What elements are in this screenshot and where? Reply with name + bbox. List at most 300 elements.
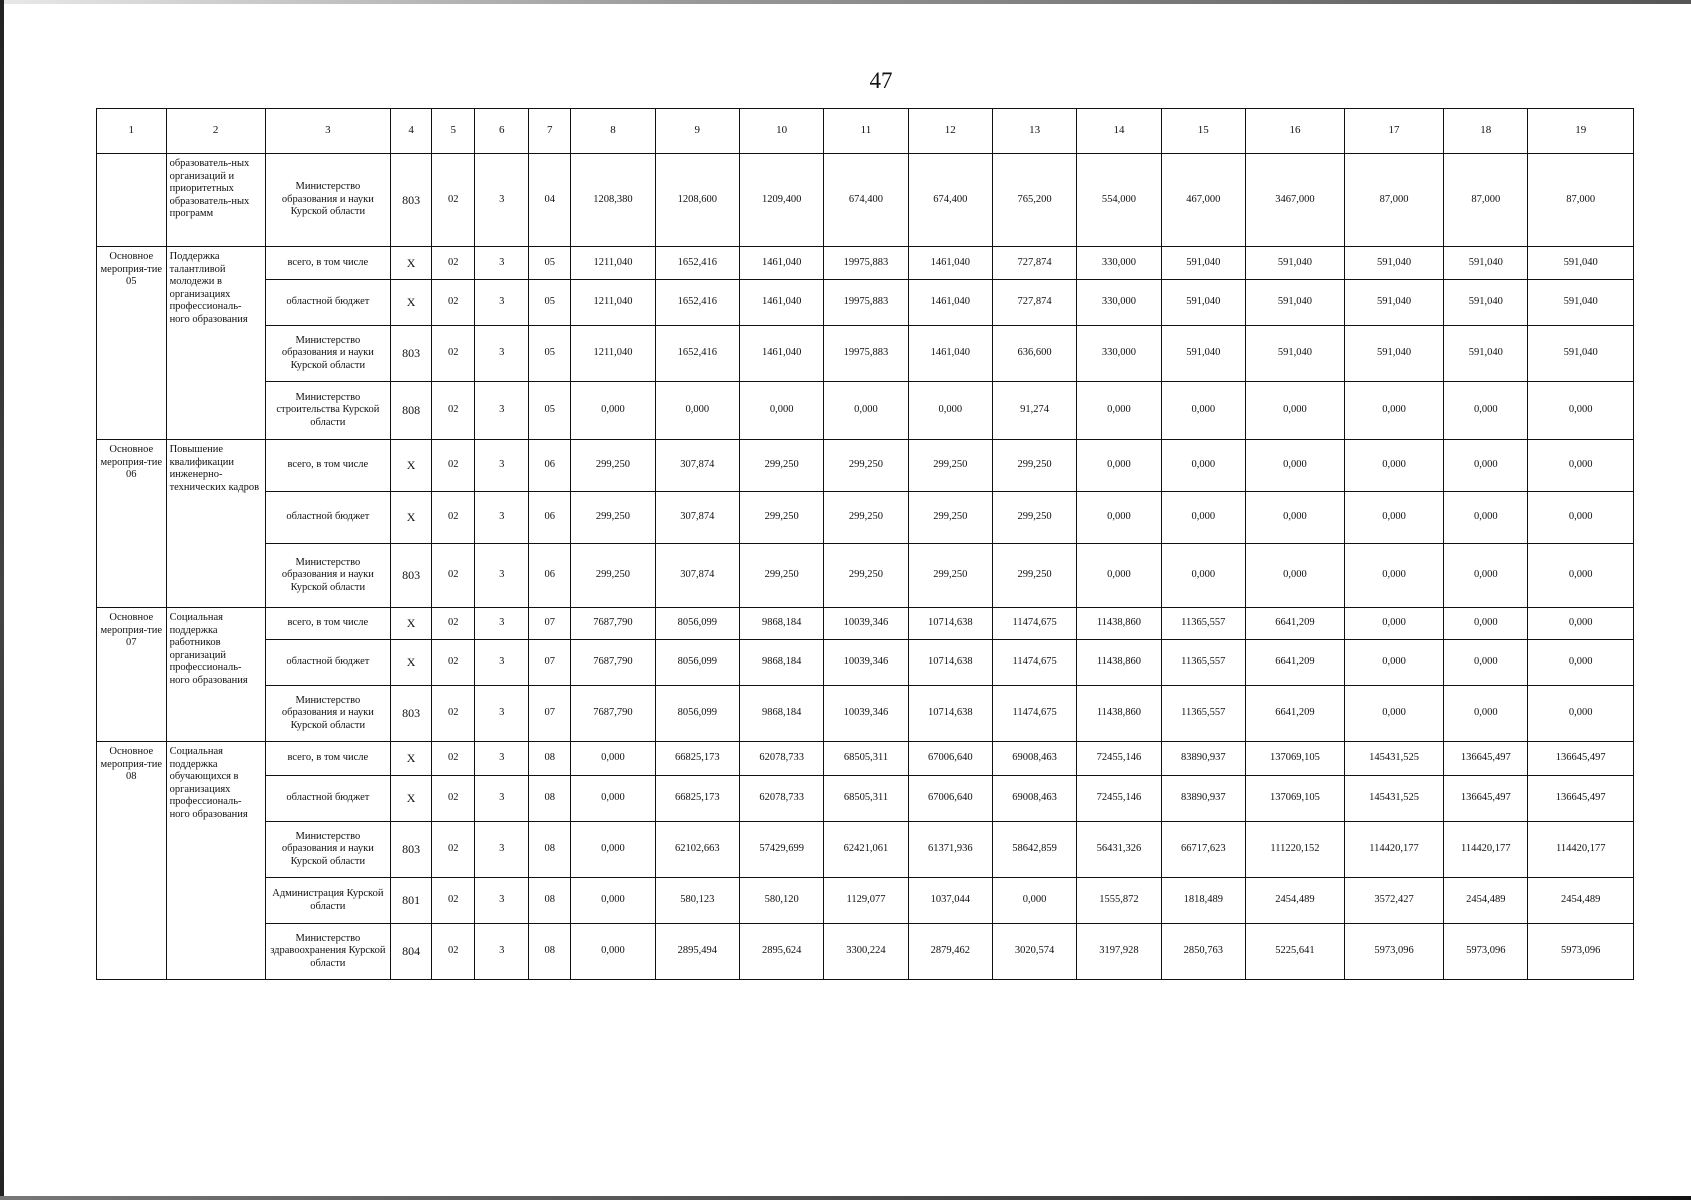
amount-cell: 8056,099: [655, 608, 739, 640]
amount-cell: 66825,173: [655, 742, 739, 776]
amount-cell: 591,040: [1528, 247, 1634, 280]
amount-cell: 111220,152: [1245, 822, 1344, 878]
funding-source: Министерство образования и науки Курской области: [265, 822, 390, 878]
table-row: [97, 280, 1634, 326]
scan-edge-bottom: [0, 1196, 1691, 1200]
table-row: [97, 640, 1634, 686]
event-description: образователь-ных организаций и приоритетных образователь-ных программ: [166, 154, 265, 247]
amount-cell: 1129,077: [824, 878, 908, 924]
code-grbs: 803: [391, 686, 432, 742]
event-title: [97, 154, 167, 247]
amount-cell: 91,274: [992, 382, 1076, 440]
amount-cell: 69008,463: [992, 776, 1076, 822]
amount-cell: 5973,096: [1345, 924, 1444, 980]
amount-cell: 591,040: [1161, 280, 1245, 326]
code-subsection: 3: [475, 878, 529, 924]
amount-cell: 3197,928: [1077, 924, 1161, 980]
amount-cell: 299,250: [908, 544, 992, 608]
amount-cell: 58642,859: [992, 822, 1076, 878]
amount-cell: 3020,574: [992, 924, 1076, 980]
code-subsection: 3: [475, 686, 529, 742]
code-section: 02: [432, 544, 475, 608]
amount-cell: 330,000: [1077, 280, 1161, 326]
funding-source: Министерство здравоохранения Курской области: [265, 924, 390, 980]
code-section: 02: [432, 154, 475, 247]
amount-cell: 2850,763: [1161, 924, 1245, 980]
amount-cell: 0,000: [1528, 544, 1634, 608]
code-section: 02: [432, 280, 475, 326]
amount-cell: 145431,525: [1345, 742, 1444, 776]
amount-cell: 1461,040: [739, 280, 823, 326]
amount-cell: 9868,184: [739, 686, 823, 742]
code-program: 08: [529, 776, 571, 822]
amount-cell: 1208,380: [571, 154, 655, 247]
amount-cell: 10039,346: [824, 608, 908, 640]
funding-source: всего, в том числе: [265, 608, 390, 640]
amount-cell: 7687,790: [571, 686, 655, 742]
amount-cell: 554,000: [1077, 154, 1161, 247]
column-header: 3: [265, 109, 390, 154]
code-program: 08: [529, 878, 571, 924]
amount-cell: 591,040: [1345, 326, 1444, 382]
table-row: [97, 492, 1634, 544]
amount-cell: 1652,416: [655, 326, 739, 382]
amount-cell: 5225,641: [1245, 924, 1344, 980]
amount-cell: 0,000: [1345, 686, 1444, 742]
amount-cell: 11474,675: [992, 686, 1076, 742]
table-row: [97, 247, 1634, 280]
amount-cell: 66717,623: [1161, 822, 1245, 878]
code-grbs: 808: [391, 382, 432, 440]
amount-cell: 0,000: [1444, 608, 1528, 640]
amount-cell: 3467,000: [1245, 154, 1344, 247]
amount-cell: 7687,790: [571, 608, 655, 640]
column-header: 17: [1345, 109, 1444, 154]
event-title: Основное мероприя-тие 07: [97, 608, 167, 742]
amount-cell: 9868,184: [739, 608, 823, 640]
amount-cell: 87,000: [1444, 154, 1528, 247]
amount-cell: 0,000: [739, 382, 823, 440]
amount-cell: 0,000: [571, 776, 655, 822]
code-grbs: 803: [391, 822, 432, 878]
column-header: 19: [1528, 109, 1634, 154]
amount-cell: 6641,209: [1245, 640, 1344, 686]
header-row: [97, 109, 1634, 154]
amount-cell: 9868,184: [739, 640, 823, 686]
code-program: 08: [529, 822, 571, 878]
code-program: 07: [529, 640, 571, 686]
amount-cell: 10714,638: [908, 686, 992, 742]
amount-cell: 727,874: [992, 247, 1076, 280]
amount-cell: 62078,733: [739, 742, 823, 776]
amount-cell: 2454,489: [1245, 878, 1344, 924]
amount-cell: 299,250: [571, 544, 655, 608]
amount-cell: 1461,040: [739, 247, 823, 280]
scan-edge-left: [0, 0, 4, 1200]
amount-cell: 0,000: [1528, 640, 1634, 686]
amount-cell: 0,000: [1444, 440, 1528, 492]
amount-cell: 591,040: [1161, 247, 1245, 280]
amount-cell: 11438,860: [1077, 686, 1161, 742]
amount-cell: 591,040: [1444, 280, 1528, 326]
amount-cell: 87,000: [1528, 154, 1634, 247]
amount-cell: 1652,416: [655, 280, 739, 326]
amount-cell: 765,200: [992, 154, 1076, 247]
amount-cell: 591,040: [1444, 326, 1528, 382]
funding-source: всего, в том числе: [265, 247, 390, 280]
amount-cell: 591,040: [1161, 326, 1245, 382]
code-section: 02: [432, 608, 475, 640]
event-description: Социальная поддержка обучающихся в организациях профессиональ-ного образования: [166, 742, 265, 980]
code-section: 02: [432, 924, 475, 980]
amount-cell: 0,000: [1077, 544, 1161, 608]
amount-cell: 0,000: [571, 822, 655, 878]
code-grbs: X: [391, 492, 432, 544]
amount-cell: 1652,416: [655, 247, 739, 280]
amount-cell: 2895,494: [655, 924, 739, 980]
amount-cell: 299,250: [908, 492, 992, 544]
amount-cell: 136645,497: [1444, 742, 1528, 776]
code-grbs: X: [391, 247, 432, 280]
amount-cell: 0,000: [1161, 382, 1245, 440]
amount-cell: 0,000: [1245, 492, 1344, 544]
table-row: [97, 154, 1634, 247]
funding-source: Администрация Курской области: [265, 878, 390, 924]
amount-cell: 299,250: [824, 440, 908, 492]
code-subsection: 3: [475, 608, 529, 640]
amount-cell: 67006,640: [908, 776, 992, 822]
amount-cell: 0,000: [1444, 640, 1528, 686]
amount-cell: 0,000: [1345, 440, 1444, 492]
amount-cell: 0,000: [1444, 686, 1528, 742]
table-row: [97, 776, 1634, 822]
table-row: [97, 608, 1634, 640]
amount-cell: 2879,462: [908, 924, 992, 980]
code-subsection: 3: [475, 326, 529, 382]
code-grbs: 803: [391, 154, 432, 247]
table-row: [97, 326, 1634, 382]
amount-cell: 7687,790: [571, 640, 655, 686]
event-title: Основное мероприя-тие 05: [97, 247, 167, 440]
amount-cell: 0,000: [1444, 382, 1528, 440]
amount-cell: 1555,872: [1077, 878, 1161, 924]
amount-cell: 61371,936: [908, 822, 992, 878]
code-grbs: 801: [391, 878, 432, 924]
table-row: [97, 382, 1634, 440]
amount-cell: 0,000: [1444, 492, 1528, 544]
amount-cell: 0,000: [1161, 492, 1245, 544]
table-row: [97, 742, 1634, 776]
amount-cell: 299,250: [571, 492, 655, 544]
amount-cell: 0,000: [1345, 608, 1444, 640]
amount-cell: 330,000: [1077, 247, 1161, 280]
amount-cell: 72455,146: [1077, 776, 1161, 822]
code-program: 05: [529, 280, 571, 326]
amount-cell: 57429,699: [739, 822, 823, 878]
column-header: 6: [475, 109, 529, 154]
amount-cell: 0,000: [1345, 640, 1444, 686]
column-header: 13: [992, 109, 1076, 154]
code-grbs: X: [391, 640, 432, 686]
amount-cell: 1208,600: [655, 154, 739, 247]
page-number: 47: [869, 68, 893, 93]
table-row: [97, 878, 1634, 924]
code-section: 02: [432, 326, 475, 382]
code-subsection: 3: [475, 822, 529, 878]
amount-cell: 0,000: [1245, 382, 1344, 440]
code-program: 04: [529, 154, 571, 247]
event-title: Основное мероприя-тие 08: [97, 742, 167, 980]
amount-cell: 11365,557: [1161, 608, 1245, 640]
event-description: Поддержка талантливой молодежи в организациях профессиональ-ного образования: [166, 247, 265, 440]
table-row: [97, 686, 1634, 742]
amount-cell: 19975,883: [824, 326, 908, 382]
amount-cell: 19975,883: [824, 280, 908, 326]
amount-cell: 10039,346: [824, 640, 908, 686]
amount-cell: 0,000: [1161, 544, 1245, 608]
code-program: 08: [529, 742, 571, 776]
column-header: 10: [739, 109, 823, 154]
code-subsection: 3: [475, 247, 529, 280]
event-description: Повышение квалификации инженерно-технических кадров: [166, 440, 265, 608]
amount-cell: 0,000: [1528, 492, 1634, 544]
amount-cell: 10714,638: [908, 640, 992, 686]
funding-source: всего, в том числе: [265, 742, 390, 776]
table-row: [97, 440, 1634, 492]
code-grbs: X: [391, 776, 432, 822]
column-header: 1: [97, 109, 167, 154]
code-section: 02: [432, 686, 475, 742]
amount-cell: 0,000: [1077, 440, 1161, 492]
amount-cell: 10039,346: [824, 686, 908, 742]
amount-cell: 1461,040: [908, 247, 992, 280]
code-subsection: 3: [475, 440, 529, 492]
amount-cell: 0,000: [571, 742, 655, 776]
code-section: 02: [432, 640, 475, 686]
budget-table: [96, 108, 1634, 980]
amount-cell: 1037,044: [908, 878, 992, 924]
amount-cell: 307,874: [655, 544, 739, 608]
amount-cell: 299,250: [739, 492, 823, 544]
code-section: 02: [432, 776, 475, 822]
amount-cell: 5973,096: [1528, 924, 1634, 980]
amount-cell: 0,000: [1245, 544, 1344, 608]
amount-cell: 0,000: [992, 878, 1076, 924]
amount-cell: 299,250: [739, 440, 823, 492]
amount-cell: 0,000: [1444, 544, 1528, 608]
funding-source: Министерство образования и науки Курской области: [265, 686, 390, 742]
amount-cell: 2454,489: [1444, 878, 1528, 924]
amount-cell: 1818,489: [1161, 878, 1245, 924]
amount-cell: 6641,209: [1245, 608, 1344, 640]
amount-cell: 19975,883: [824, 247, 908, 280]
column-header: 14: [1077, 109, 1161, 154]
amount-cell: 136645,497: [1444, 776, 1528, 822]
amount-cell: 137069,105: [1245, 776, 1344, 822]
funding-source: Министерство образования и науки Курской области: [265, 544, 390, 608]
code-subsection: 3: [475, 154, 529, 247]
amount-cell: 299,250: [739, 544, 823, 608]
code-program: 05: [529, 326, 571, 382]
column-header: 4: [391, 109, 432, 154]
amount-cell: 1461,040: [908, 280, 992, 326]
amount-cell: 467,000: [1161, 154, 1245, 247]
column-header: 7: [529, 109, 571, 154]
amount-cell: 11438,860: [1077, 608, 1161, 640]
code-subsection: 3: [475, 544, 529, 608]
column-header: 16: [1245, 109, 1344, 154]
amount-cell: 0,000: [1345, 544, 1444, 608]
funding-source: Министерство образования и науки Курской области: [265, 326, 390, 382]
amount-cell: 591,040: [1345, 280, 1444, 326]
column-header: 11: [824, 109, 908, 154]
amount-cell: 307,874: [655, 440, 739, 492]
amount-cell: 114420,177: [1444, 822, 1528, 878]
amount-cell: 636,600: [992, 326, 1076, 382]
funding-source: областной бюджет: [265, 776, 390, 822]
amount-cell: 2895,624: [739, 924, 823, 980]
amount-cell: 68505,311: [824, 776, 908, 822]
column-header: 9: [655, 109, 739, 154]
code-subsection: 3: [475, 640, 529, 686]
code-subsection: 3: [475, 492, 529, 544]
amount-cell: 299,250: [824, 544, 908, 608]
amount-cell: 0,000: [1345, 382, 1444, 440]
amount-cell: 0,000: [1528, 608, 1634, 640]
amount-cell: 62421,061: [824, 822, 908, 878]
amount-cell: 66825,173: [655, 776, 739, 822]
code-program: 07: [529, 686, 571, 742]
amount-cell: 591,040: [1345, 247, 1444, 280]
code-subsection: 3: [475, 382, 529, 440]
amount-cell: 0,000: [571, 878, 655, 924]
amount-cell: 0,000: [824, 382, 908, 440]
funding-source: Министерство образования и науки Курской области: [265, 154, 390, 247]
amount-cell: 580,123: [655, 878, 739, 924]
amount-cell: 145431,525: [1345, 776, 1444, 822]
amount-cell: 5973,096: [1444, 924, 1528, 980]
table-row: [97, 822, 1634, 878]
amount-cell: 68505,311: [824, 742, 908, 776]
code-grbs: X: [391, 742, 432, 776]
column-header: 2: [166, 109, 265, 154]
amount-cell: 2454,489: [1528, 878, 1634, 924]
amount-cell: 591,040: [1245, 280, 1344, 326]
amount-cell: 11365,557: [1161, 686, 1245, 742]
amount-cell: 591,040: [1528, 280, 1634, 326]
column-header: 15: [1161, 109, 1245, 154]
amount-cell: 62078,733: [739, 776, 823, 822]
code-subsection: 3: [475, 776, 529, 822]
code-section: 02: [432, 382, 475, 440]
amount-cell: 1211,040: [571, 247, 655, 280]
amount-cell: 0,000: [1245, 440, 1344, 492]
amount-cell: 1209,400: [739, 154, 823, 247]
code-subsection: 3: [475, 924, 529, 980]
amount-cell: 0,000: [1161, 440, 1245, 492]
amount-cell: 591,040: [1245, 247, 1344, 280]
amount-cell: 0,000: [655, 382, 739, 440]
amount-cell: 299,250: [908, 440, 992, 492]
code-program: 06: [529, 440, 571, 492]
amount-cell: 299,250: [992, 544, 1076, 608]
amount-cell: 299,250: [992, 492, 1076, 544]
amount-cell: 299,250: [571, 440, 655, 492]
code-section: 02: [432, 440, 475, 492]
funding-source: областной бюджет: [265, 492, 390, 544]
code-grbs: 803: [391, 326, 432, 382]
amount-cell: 87,000: [1345, 154, 1444, 247]
amount-cell: 11474,675: [992, 608, 1076, 640]
amount-cell: 6641,209: [1245, 686, 1344, 742]
code-program: 05: [529, 247, 571, 280]
amount-cell: 674,400: [908, 154, 992, 247]
amount-cell: 136645,497: [1528, 742, 1634, 776]
code-section: 02: [432, 878, 475, 924]
amount-cell: 3572,427: [1345, 878, 1444, 924]
amount-cell: 0,000: [571, 924, 655, 980]
amount-cell: 8056,099: [655, 686, 739, 742]
amount-cell: 56431,326: [1077, 822, 1161, 878]
amount-cell: 11438,860: [1077, 640, 1161, 686]
amount-cell: 0,000: [908, 382, 992, 440]
amount-cell: 1461,040: [739, 326, 823, 382]
funding-source: Министерство строительства Курской области: [265, 382, 390, 440]
column-header: 8: [571, 109, 655, 154]
amount-cell: 0,000: [571, 382, 655, 440]
code-program: 05: [529, 382, 571, 440]
amount-cell: 83890,937: [1161, 776, 1245, 822]
amount-cell: 727,874: [992, 280, 1076, 326]
amount-cell: 69008,463: [992, 742, 1076, 776]
amount-cell: 0,000: [1528, 382, 1634, 440]
amount-cell: 0,000: [1077, 492, 1161, 544]
event-title: Основное мероприя-тие 06: [97, 440, 167, 608]
amount-cell: 299,250: [824, 492, 908, 544]
code-grbs: X: [391, 280, 432, 326]
amount-cell: 72455,146: [1077, 742, 1161, 776]
amount-cell: 114420,177: [1528, 822, 1634, 878]
code-subsection: 3: [475, 280, 529, 326]
amount-cell: 0,000: [1077, 382, 1161, 440]
code-section: 02: [432, 822, 475, 878]
amount-cell: 114420,177: [1345, 822, 1444, 878]
code-program: 08: [529, 924, 571, 980]
amount-cell: 674,400: [824, 154, 908, 247]
amount-cell: 580,120: [739, 878, 823, 924]
amount-cell: 10714,638: [908, 608, 992, 640]
column-header: 12: [908, 109, 992, 154]
amount-cell: 0,000: [1528, 440, 1634, 492]
code-program: 06: [529, 492, 571, 544]
code-grbs: 803: [391, 544, 432, 608]
amount-cell: 1211,040: [571, 280, 655, 326]
amount-cell: 136645,497: [1528, 776, 1634, 822]
code-grbs: X: [391, 608, 432, 640]
amount-cell: 1211,040: [571, 326, 655, 382]
code-grbs: X: [391, 440, 432, 492]
amount-cell: 62102,663: [655, 822, 739, 878]
amount-cell: 591,040: [1528, 326, 1634, 382]
code-grbs: 804: [391, 924, 432, 980]
amount-cell: 8056,099: [655, 640, 739, 686]
amount-cell: 67006,640: [908, 742, 992, 776]
amount-cell: 0,000: [1345, 492, 1444, 544]
amount-cell: 299,250: [992, 440, 1076, 492]
amount-cell: 591,040: [1444, 247, 1528, 280]
code-section: 02: [432, 247, 475, 280]
scan-edge-top: [0, 0, 1691, 4]
